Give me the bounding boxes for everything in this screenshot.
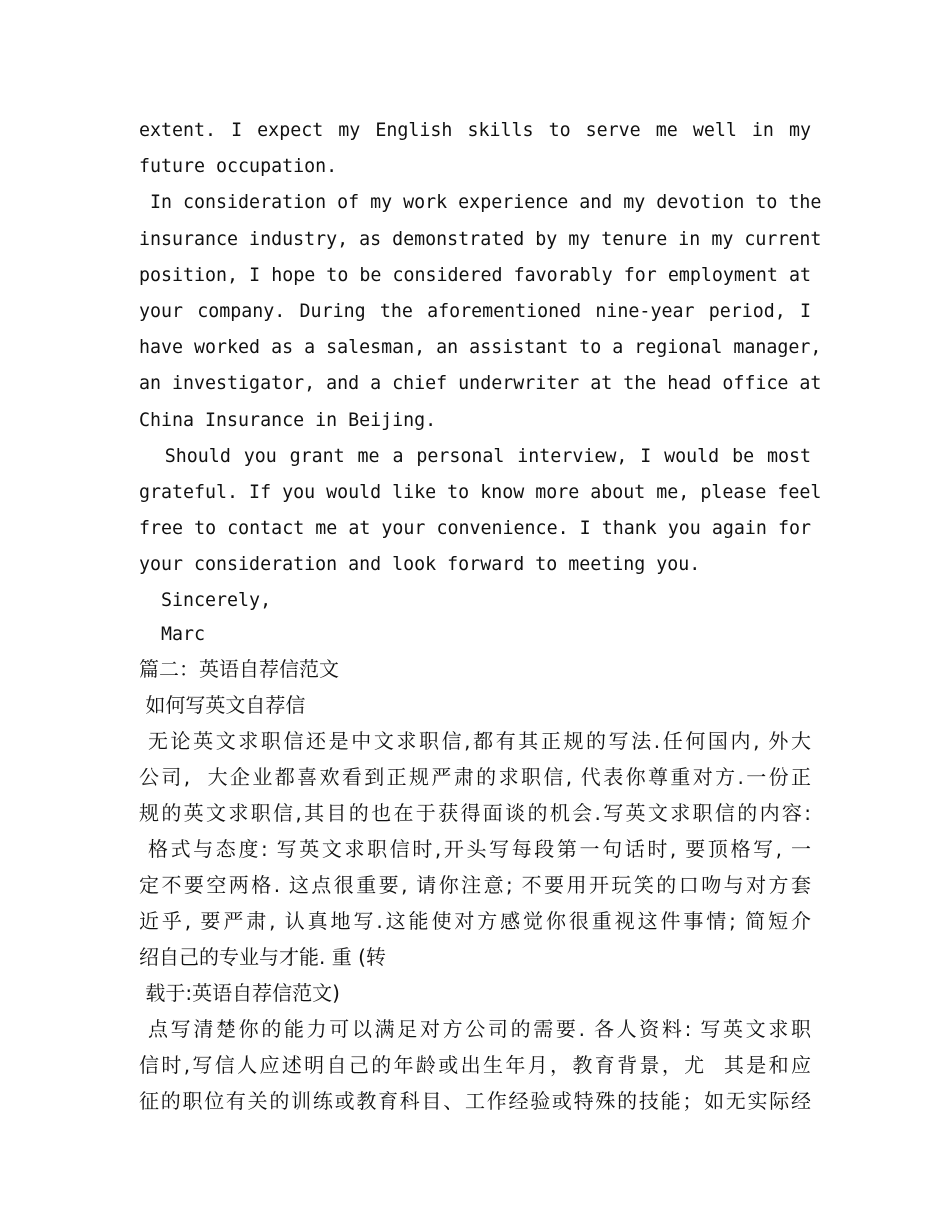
letter-line: position, I hope to be considered favorably for employment at — [139, 264, 811, 286]
body-line: 公司, 大企业都喜欢看到正规严肃的求职信, 代表你尊重对方.一份正 — [139, 765, 811, 789]
body-line: 定不要空两格. 这点很重要, 请你注意; 不要用开玩笑的口吻与对方套 — [139, 873, 811, 897]
body-line: 载于:英语自荐信范文) — [139, 981, 340, 1005]
letter-line: Should you grant me a personal interview, I would be most — [139, 445, 811, 467]
letter-line: have worked as a salesman, an assistant to a regional manager, — [139, 337, 822, 359]
letter-line: future occupation. — [139, 156, 338, 178]
body-line: 规的英文求职信,其目的也在于获得面谈的机会.写英文求职信的内容: — [139, 801, 811, 825]
section-heading: 篇二：英语自荐信范文 — [139, 657, 339, 681]
letter-body — [139, 113, 822, 652]
letter-line: an investigator, and a chief underwriter at the head office at — [139, 373, 822, 395]
letter-line: In consideration of my work experience and my devotion to the — [139, 192, 822, 214]
body-line: 信时,写信人应述明自己的年龄或出生年月，教育背景，尤 其是和应 — [139, 1053, 811, 1077]
letter-closing: Sincerely, — [139, 589, 272, 611]
body-line: 征的职位有关的训练或教育科目、工作经验或特殊的技能；如无实际经 — [139, 1089, 811, 1113]
letter-line: insurance industry, as demonstrated by my tenure in my current — [139, 228, 822, 250]
body-line: 无论英文求职信还是中文求职信,都有其正规的写法.任何国内, 外大 — [139, 729, 811, 753]
body-line: 点写清楚你的能力可以满足对方公司的需要. 各人资料: 写英文求职 — [139, 1017, 811, 1041]
letter-line: your company. During the aforementioned nine-year period, I — [139, 301, 811, 323]
letter-signature: Marc — [139, 623, 206, 645]
section-subheading: 如何写英文自荐信 — [139, 693, 306, 717]
body-line: 格式与态度: 写英文求职信时,开头写每段第一句话时, 要顶格写, 一 — [139, 837, 811, 861]
letter-line: extent. I expect my English skills to serve me well in my — [139, 120, 811, 141]
body-line: 绍自己的专业与才能. 重 (转 — [139, 945, 386, 969]
letter-line: your consideration and look forward to meeting you. — [139, 554, 701, 576]
letter-line: China Insurance in Beijing. — [139, 409, 437, 431]
letter-line: grateful. If you would like to know more about me, please feel — [139, 482, 822, 504]
body-line: 近乎, 要严肃, 认真地写.这能使对方感觉你很重视这件事情; 简短介 — [139, 909, 811, 933]
section-2 — [139, 651, 811, 1119]
letter-line: free to contact me at your convenience. I thank you again for — [139, 518, 811, 540]
